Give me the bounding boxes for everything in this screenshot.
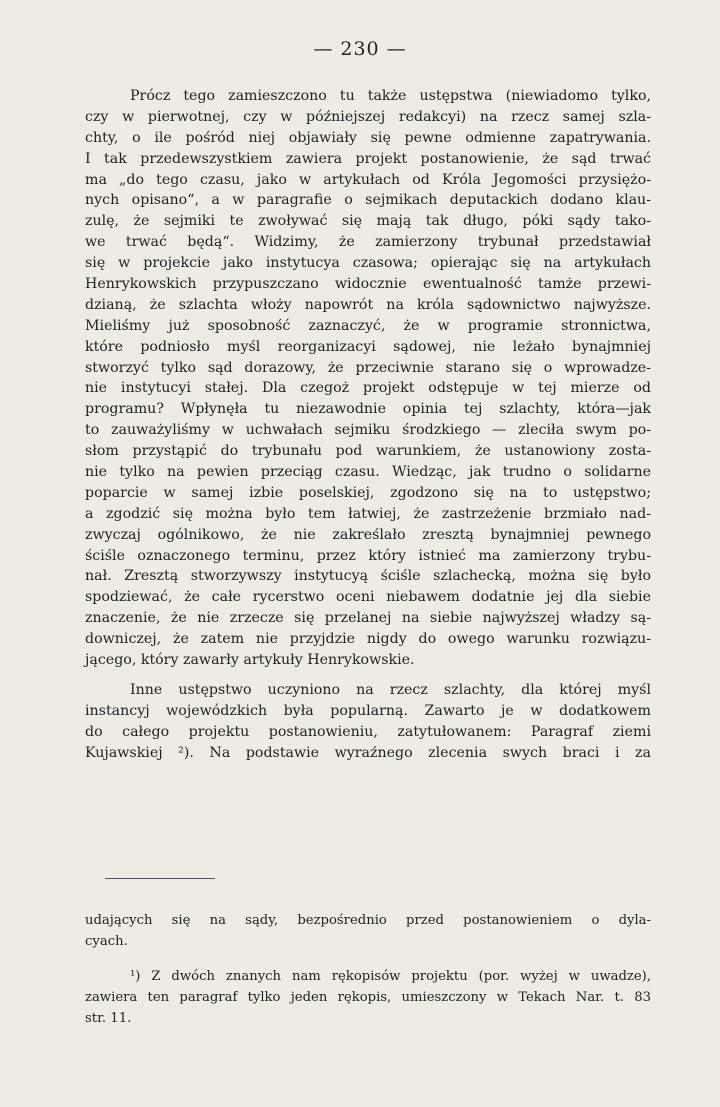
text-line: zwyczaj ogólnikowo, że nie zakreślało zresztą bynajmniej pewnego	[85, 526, 651, 543]
text-line: nie instytucyi stałej. Dla czegoż projekt odstępuje w tej mierze od	[85, 380, 651, 397]
text-line: zulę, że sejmiki te zwoływać się mają tak długo, póki sądy tako-	[85, 213, 651, 230]
text-line: we trwać będą“. Widzimy, że zamierzony trybunał przedstawiał	[85, 234, 651, 251]
footnote-line: str. 11.	[85, 1011, 132, 1026]
footnote-separator	[105, 878, 215, 879]
footnote-line: ¹) Z dwóch znanych nam rękopisów projektu (por. wyżej w uwadze),	[130, 969, 651, 984]
text-line: poparcie w samej izbie poselskiej, zgodzono się na to ustępstwo;	[85, 484, 651, 501]
text-line: nał. Zresztą stworzywszy instytucyą ściśle szlachecką, można się było	[85, 568, 651, 585]
text-line: dzianą, że szlachta włoży napowrót na króla sądownictwo najwyższe.	[85, 296, 651, 313]
text-line: ma „do tego czasu, jako w artykułach od Króla Jegomości przysiężo-	[85, 171, 651, 188]
paragraph-1	[85, 86, 651, 671]
footnote-line: zawiera ten paragraf tylko jeden rękopis, umieszczony w Tekach Nar. t. 83	[85, 990, 651, 1005]
text-line: programu? Wpłynęła tu niezawodnie opinia tej szlachty, która—jak	[85, 401, 651, 418]
text-line: czy w pierwotnej, czy w późniejszej redakcyi) na rzecz samej szla-	[85, 108, 651, 125]
footnote-line: cyach.	[85, 934, 128, 949]
text-line: ściśle oznaczonego terminu, przez który istnieć ma zamierzony trybu-	[85, 547, 651, 564]
footnotes	[85, 910, 651, 1029]
text-line: jącego, który zawarły artykuły Henrykowskie.	[85, 652, 415, 669]
text-line: do całego projektu postanowieniu, zatytułowanem: Paragraf ziemi	[85, 723, 651, 740]
text-line: słom przystąpić do trybunału pod warunkiem, że ustanowiony zosta-	[85, 443, 651, 460]
text-line: Henrykowskich przypuszczano widocznie ewentualność tamże przewi-	[85, 276, 651, 293]
text-line: spodziewać, że całe rycerstwo oceni niebawem dodatnie jej dla siebie	[85, 589, 651, 606]
text-line: Kujawskiej ²). Na podstawie wyraźnego zlecenia swych braci i za	[85, 744, 651, 761]
text-line: Inne ustępstwo uczyniono na rzecz szlachty, dla której myśl	[130, 681, 651, 698]
footnote-line: udających się na sądy, bezpośrednio przed postanowieniem o dyla-	[85, 913, 651, 928]
text-line: znaczenie, że nie zrzecze się przelanej na siebie najwyższej władzy są-	[85, 610, 651, 627]
text-line: stworzyć tylko sąd dorazowy, że przeciwnie starano się o wprowadze-	[85, 359, 651, 376]
text-line: które podniosło myśl reorganizacyi sądowej, nie leżało bynajmniej	[85, 338, 651, 355]
text-line: Mieliśmy już sposobność zaznaczyć, że w programie stronnictwa,	[85, 317, 651, 334]
paragraph-2	[85, 680, 651, 764]
text-line: instancyj wojewódzkich była popularną. Zawarto je w dodatkowem	[85, 702, 651, 719]
footnote-1	[85, 966, 651, 1029]
text-line: downiczej, że zatem nie przyjdzie nigdy do owego warunku rozwiązu-	[85, 631, 651, 648]
footnote-continuation	[85, 910, 651, 952]
text-line: chty, o ile pośród niej objawiały się pewne odmienne zapatrywania.	[85, 129, 651, 146]
main-text	[85, 86, 651, 764]
text-line: się w projekcie jako instytucya czasowa; opierając się na artykułach	[85, 255, 651, 272]
text-line: I tak przedewszystkiem zawiera projekt postanowienie, że sąd trwać	[85, 150, 651, 167]
text-line: to zauważyliśmy w uchwałach sejmiku środzkiego — zleciła swym po-	[85, 422, 651, 439]
text-line: nych opisano“, a w paragrafie o sejmikach deputackich dodano klau-	[85, 192, 651, 209]
text-line: nie tylko na pewien przeciąg czasu. Wiedząc, jak trudno o solidarne	[85, 464, 651, 481]
text-line: Prócz tego zamieszczono tu także ustępstwa (niewiadomo tylko,	[130, 88, 651, 104]
page-number-header: — 230 —	[313, 38, 407, 60]
text-line: a zgodzić się można było tem łatwiej, że zastrzeżenie brzmiało nad-	[85, 505, 651, 522]
